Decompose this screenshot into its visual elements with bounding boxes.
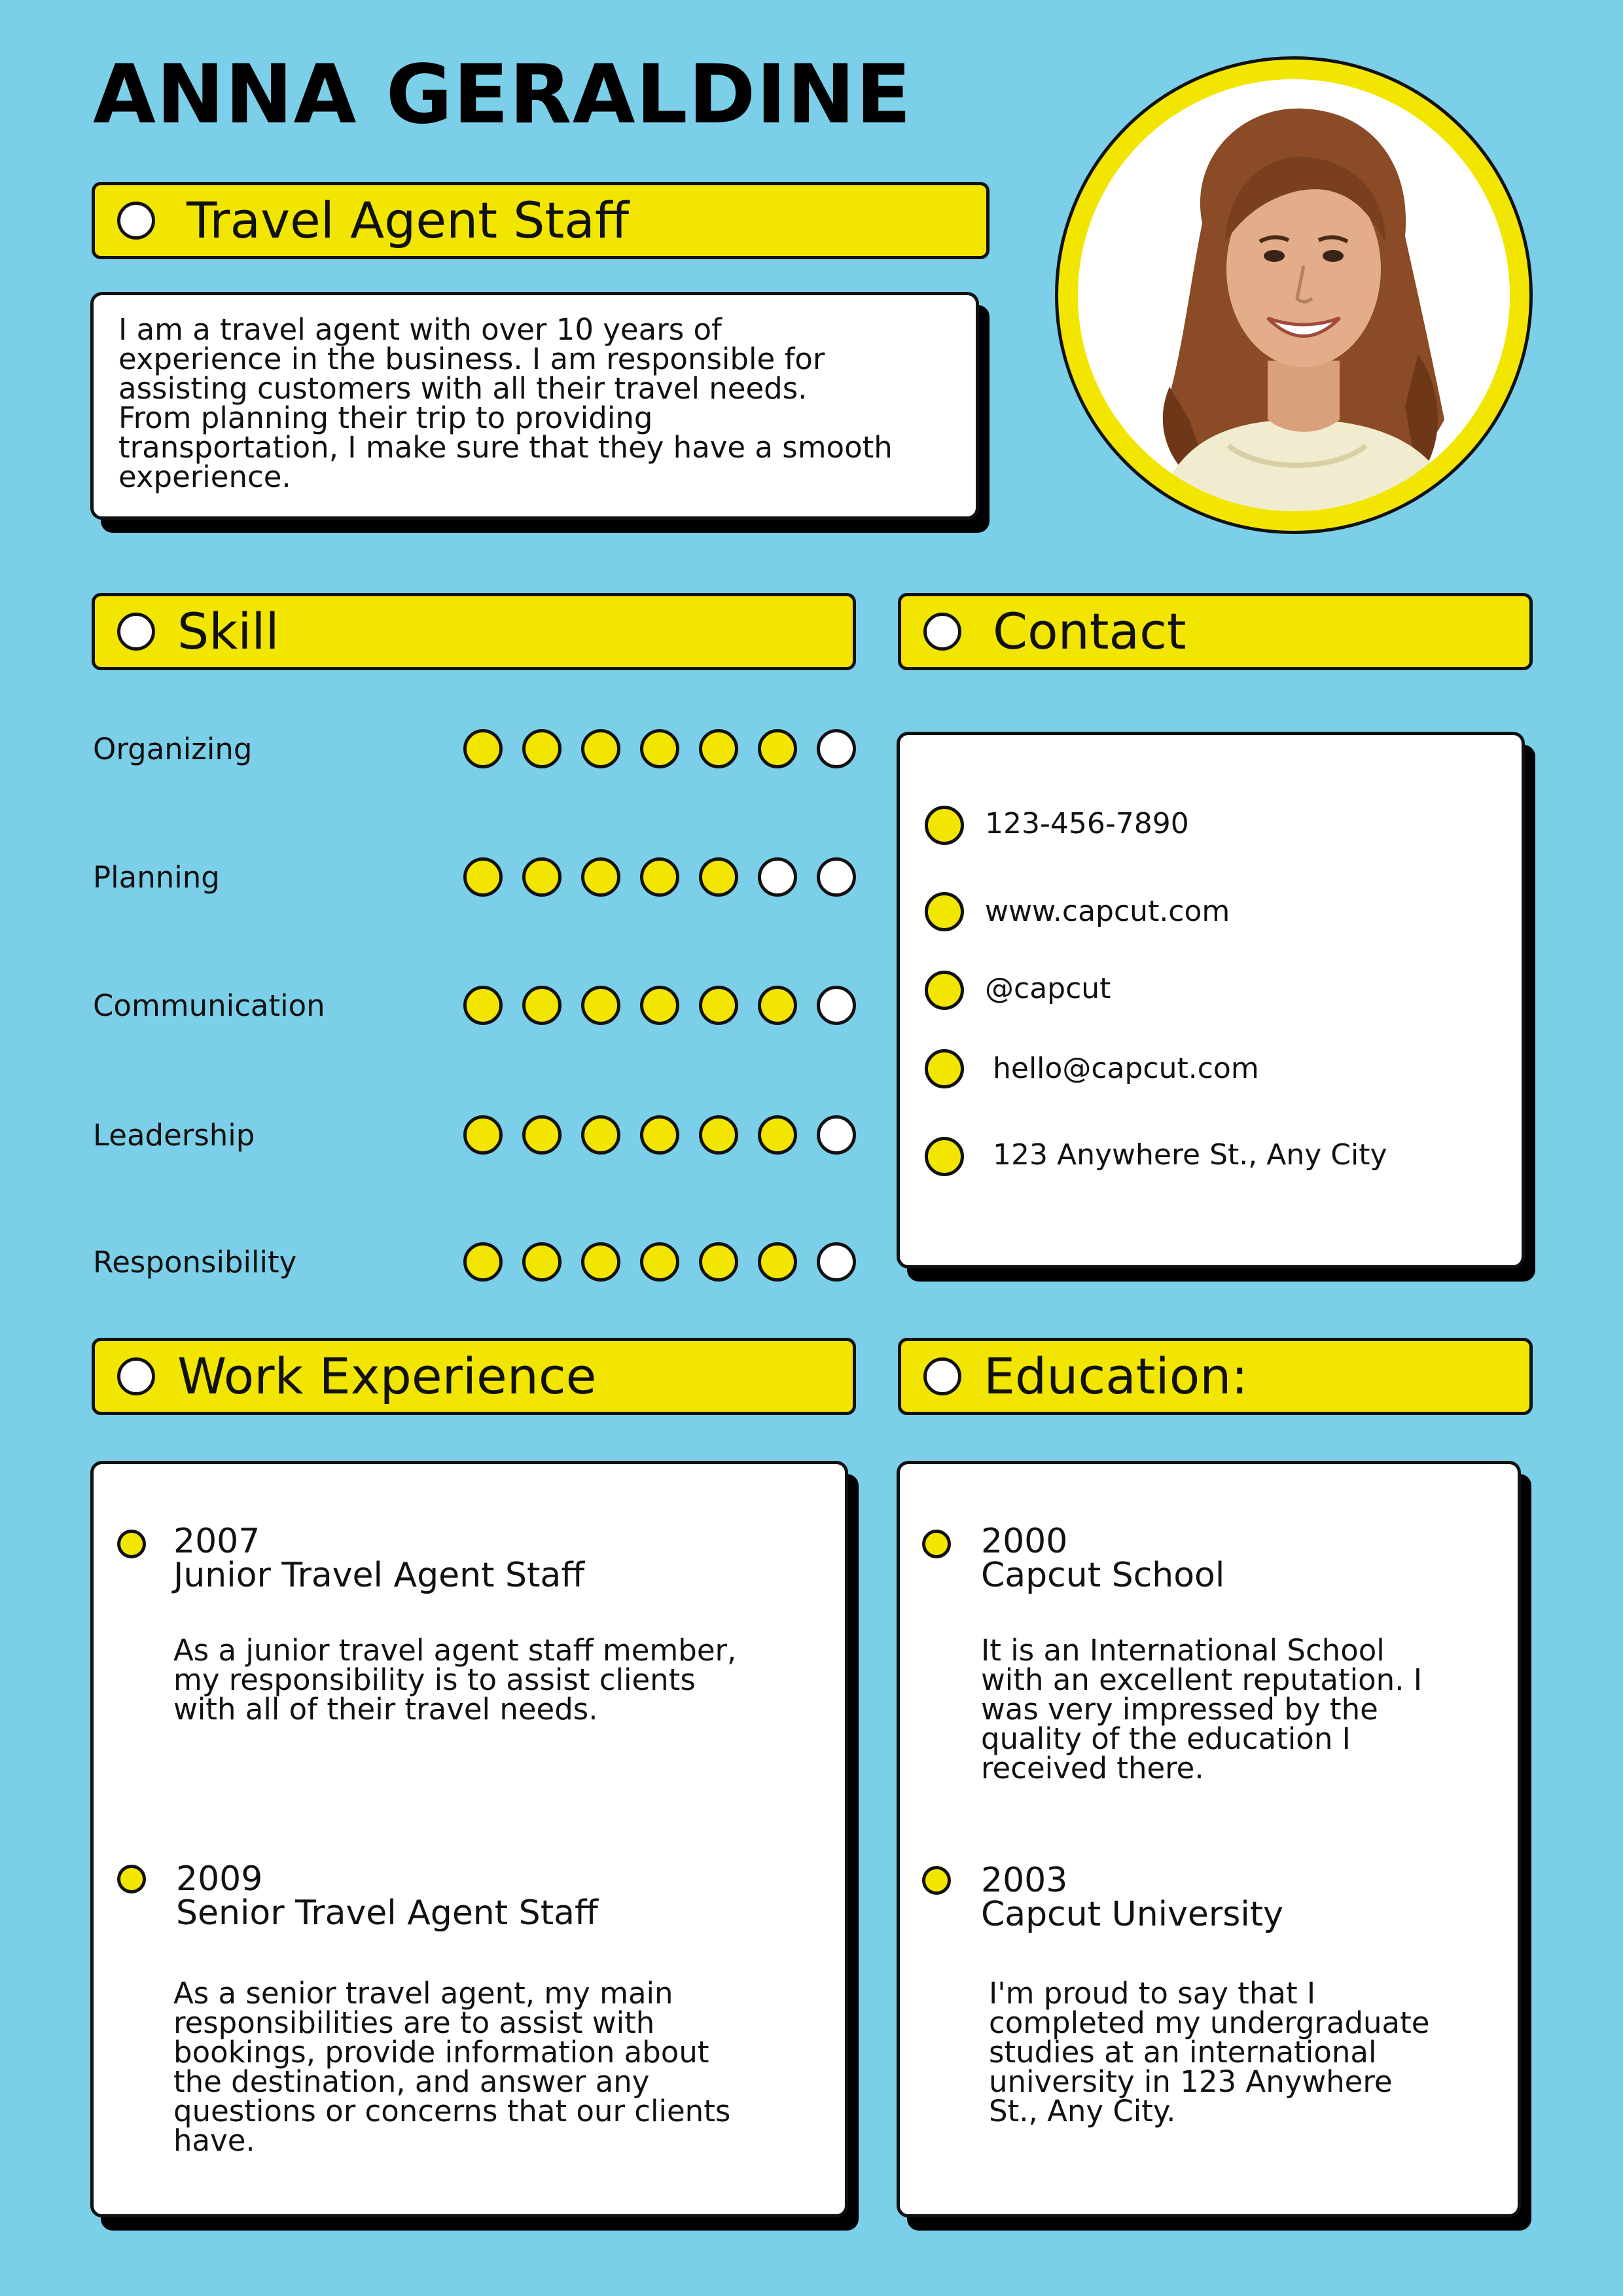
- skill-header: [92, 593, 856, 670]
- rating-dot-filled-icon: [581, 986, 620, 1025]
- rating-dot-filled-icon: [699, 1242, 738, 1282]
- rating-dot-empty-icon: [758, 857, 797, 897]
- rating-dot-filled-icon: [699, 986, 738, 1025]
- circle-marker-icon: [117, 613, 155, 651]
- work-header: [92, 1338, 856, 1415]
- circle-marker-icon: [117, 1357, 155, 1395]
- contact-phone: 123-456-7890: [985, 807, 1189, 840]
- rating-dot-filled-icon: [581, 857, 620, 897]
- education-entry-title: Capcut School: [981, 1556, 1225, 1595]
- contact-header: [898, 593, 1533, 670]
- rating-dot-filled-icon: [581, 1115, 620, 1155]
- skill-title: Skill: [177, 602, 279, 660]
- entry-bullet-icon: [117, 1530, 146, 1558]
- profile-photo-frame: [1055, 56, 1533, 534]
- summary-text: I am a travel agent with over 10 years of experience in the business. I am responsible for assisting customers with all their travel needs. From planning their trip to providing transportation, I make sure that they have a smooth experience.: [118, 312, 893, 494]
- rating-dot-filled-icon: [581, 1242, 620, 1282]
- work-entry-year: 2007: [173, 1522, 260, 1561]
- rating-dot-filled-icon: [463, 1115, 503, 1155]
- work-entry-year: 2009: [176, 1859, 263, 1899]
- rating-dot-filled-icon: [522, 729, 562, 768]
- role-header: [92, 182, 990, 259]
- skill-name: Responsibility: [93, 1244, 297, 1280]
- rating-dot-filled-icon: [758, 1242, 797, 1282]
- skill-row: [93, 851, 859, 903]
- skill-row: [93, 723, 859, 775]
- rating-dot-filled-icon: [640, 729, 679, 768]
- education-entry-description: It is an International School with an excellent reputation. I was very impressed by the quality of the education I received there.: [981, 1633, 1423, 1785]
- education-title: Education:: [984, 1347, 1248, 1405]
- rating-dot-filled-icon: [463, 857, 503, 897]
- rating-dot-filled-icon: [640, 1242, 679, 1282]
- rating-dot-filled-icon: [522, 1242, 562, 1282]
- summary-card: [90, 292, 979, 520]
- rating-dot-filled-icon: [463, 986, 503, 1025]
- rating-dot-filled-icon: [758, 729, 797, 768]
- skill-name: Leadership: [93, 1117, 255, 1153]
- rating-dot-filled-icon: [640, 986, 679, 1025]
- rating-dot-filled-icon: [758, 1115, 797, 1155]
- rating-dot-filled-icon: [640, 1115, 679, 1155]
- phone-bullet-icon: [925, 806, 964, 845]
- rating-dot-filled-icon: [581, 729, 620, 768]
- rating-dot-filled-icon: [522, 857, 562, 897]
- contact-address: 123 Anywhere St., Any City: [993, 1138, 1387, 1172]
- rating-dot-filled-icon: [640, 857, 679, 897]
- candidate-name: ANNA GERALDINE: [93, 48, 912, 142]
- contact-social: @capcut: [985, 972, 1111, 1005]
- website-bullet-icon: [925, 892, 964, 931]
- rating-dot-filled-icon: [699, 857, 738, 897]
- work-card: [90, 1461, 848, 2217]
- role-title: Travel Agent Staff: [187, 191, 630, 249]
- rating-dot-filled-icon: [522, 1115, 562, 1155]
- skill-row: [93, 979, 859, 1031]
- education-entry-description: I'm proud to say that I completed my undergraduate studies at an international university in 123 Anywhere St., Any City.: [989, 1976, 1430, 2128]
- rating-dot-filled-icon: [463, 1242, 503, 1282]
- profile-photo: [1078, 79, 1510, 511]
- entry-bullet-icon: [922, 1530, 951, 1558]
- education-entry-title: Capcut University: [981, 1895, 1283, 1934]
- skill-name: Planning: [93, 859, 220, 895]
- profile-photo-illustration: [1078, 79, 1510, 511]
- work-entry-title: Senior Travel Agent Staff: [176, 1893, 598, 1933]
- rating-dot-filled-icon: [699, 729, 738, 768]
- education-entry-year: 2003: [981, 1861, 1068, 1900]
- rating-dot-filled-icon: [758, 986, 797, 1025]
- rating-dot-filled-icon: [463, 729, 503, 768]
- address-bullet-icon: [925, 1137, 964, 1176]
- circle-marker-icon: [923, 1357, 961, 1395]
- email-bullet-icon: [925, 1049, 964, 1088]
- rating-dot-empty-icon: [817, 986, 856, 1025]
- skill-row: [93, 1109, 859, 1161]
- skill-name: Communication: [93, 988, 325, 1023]
- social-bullet-icon: [925, 971, 964, 1010]
- entry-bullet-icon: [922, 1866, 951, 1895]
- work-entry-description: As a junior travel agent staff member, my responsibility is to assist clients with all of their travel needs.: [173, 1633, 737, 1727]
- skill-row: [93, 1236, 859, 1288]
- circle-marker-icon: [117, 202, 155, 240]
- rating-dot-empty-icon: [817, 857, 856, 897]
- contact-title: Contact: [993, 602, 1186, 660]
- education-card: [897, 1461, 1521, 2217]
- work-entry-title: Junior Travel Agent Staff: [173, 1556, 585, 1595]
- contact-email: hello@capcut.com: [993, 1052, 1259, 1085]
- rating-dot-filled-icon: [522, 986, 562, 1025]
- work-entry-description: As a senior travel agent, my main responsibilities are to assist with bookings, provide information about the destination, and answer any questions or concerns that our clients have.: [173, 1976, 731, 2158]
- rating-dot-empty-icon: [817, 1242, 856, 1282]
- skill-name: Organizing: [93, 731, 253, 766]
- education-header: [898, 1338, 1533, 1415]
- rating-dot-empty-icon: [817, 729, 856, 768]
- work-title: Work Experience: [177, 1347, 597, 1405]
- rating-dot-empty-icon: [817, 1115, 856, 1155]
- entry-bullet-icon: [117, 1865, 146, 1893]
- circle-marker-icon: [923, 613, 961, 651]
- education-entry-year: 2000: [981, 1522, 1068, 1561]
- contact-website: www.capcut.com: [985, 895, 1230, 928]
- rating-dot-filled-icon: [699, 1115, 738, 1155]
- contact-card: [897, 732, 1525, 1268]
